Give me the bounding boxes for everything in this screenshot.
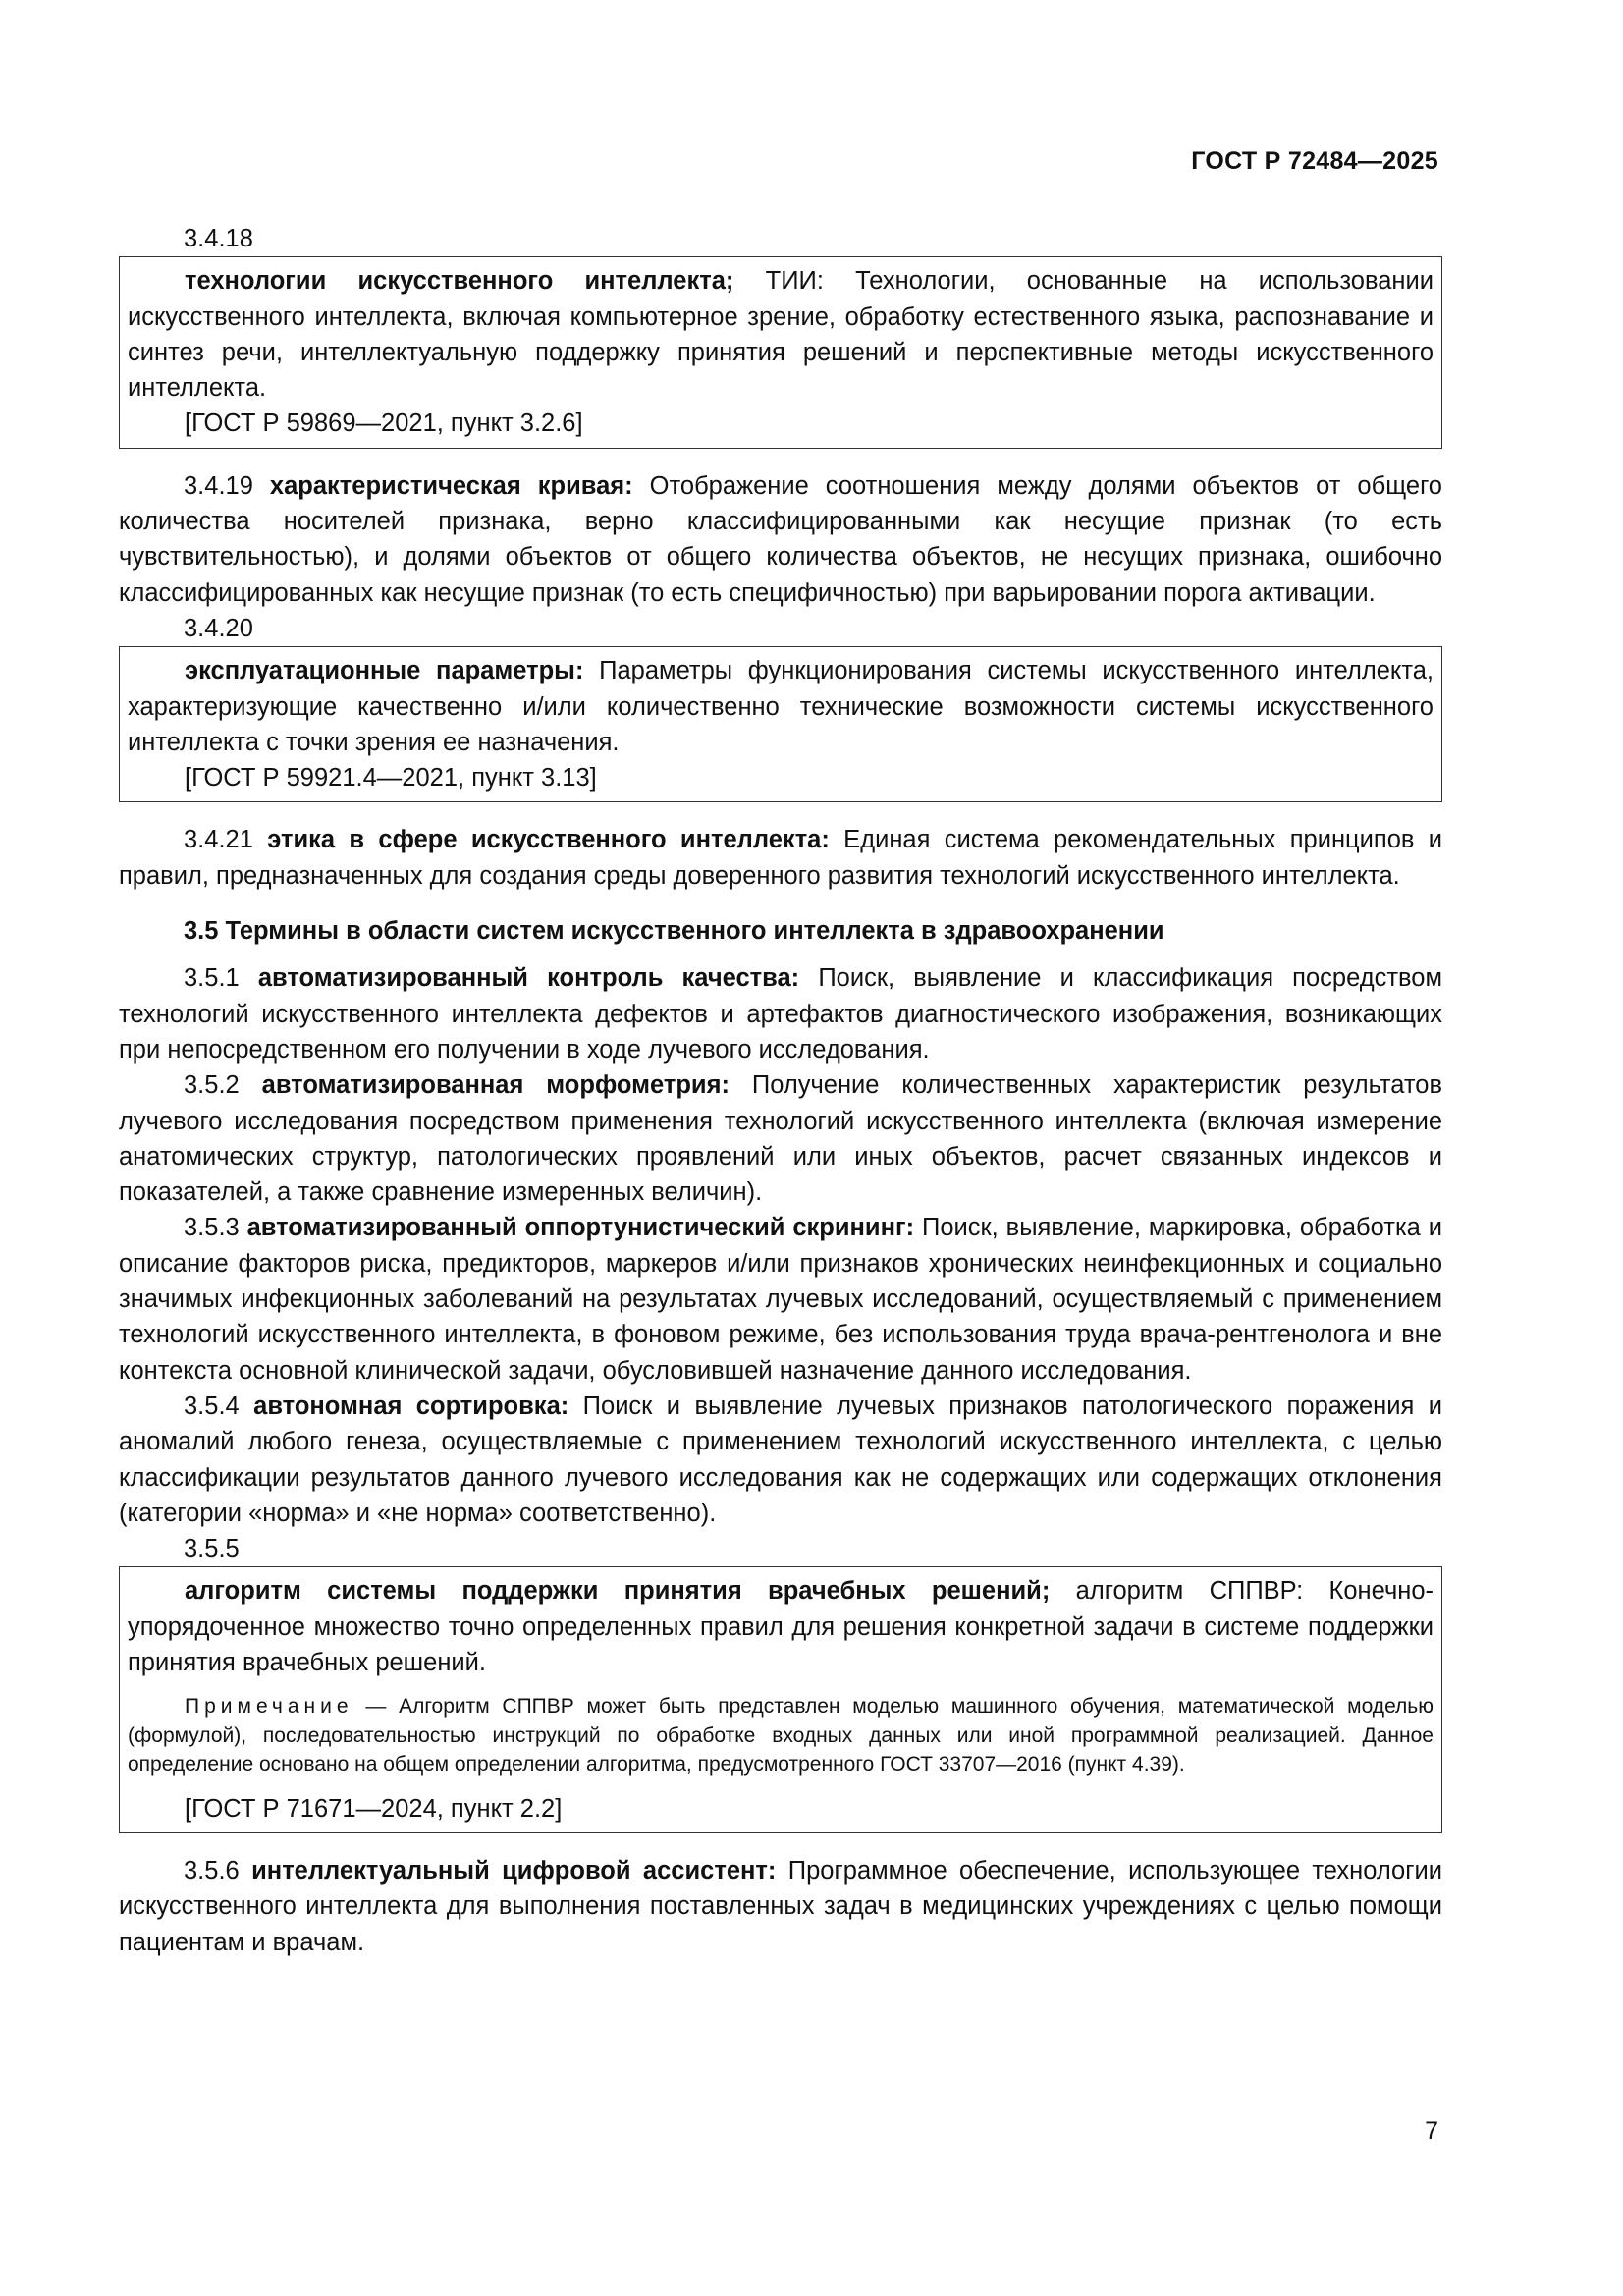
term-title: автоматизированная морфометрия: <box>261 1071 730 1100</box>
note-label: Примечание <box>185 1695 353 1719</box>
entry-3-5-2 <box>119 1067 1442 1210</box>
term-definition: Получение количественных характеристик результатов лучевого исследования посредством применения технологий искусственного интеллекта (включая измерение анатомических структур, патологических проявлений или иных объектов, расчет связанных индексов и показателей, а также сравнение измеренных величин). <box>119 1071 1443 1207</box>
entry-3-5-1 <box>119 960 1442 1067</box>
definition-text <box>128 1573 1434 1680</box>
term-title: автоматизированный оппортунистический скрининг: <box>246 1214 915 1242</box>
entry-number: 3.4.21 <box>184 826 253 854</box>
term-title: автономная сортировка: <box>253 1392 569 1420</box>
term-definition: алгоритм СППВР: Конечно-упорядоченное множество точно определенных правил для решения конкретной задачи в системе поддержки принятия врачебных решений. <box>128 1577 1434 1676</box>
term-title: интеллектуальный цифровой ассистент: <box>251 1857 777 1886</box>
entry-3-4-21 <box>119 822 1442 894</box>
note-text: — Алгоритм СППВР может быть представлен моделью машинного обучения, математической моделью (формулой), последовательностью инструкций по обработке входных данных или иной программной реализацией. Данное определение основано на общем определении алгоритма, предусмотренного ГОСТ 33707—2016 (пункт 4.39). <box>128 1695 1434 1777</box>
entry-3-5-6 <box>119 1853 1442 1960</box>
entry-number: 3.5.4 <box>184 1392 240 1420</box>
definition-box-3-4-18 <box>119 256 1442 448</box>
document-header: ГОСТ Р 72484—2025 <box>1191 147 1438 175</box>
term-title: характеристическая кривая: <box>269 471 633 500</box>
section-title-3-5: 3.5 Термины в области систем искусственного интеллекта в здравоохранении <box>184 917 1164 946</box>
term-title: автоматизированный контроль качества: <box>257 964 800 993</box>
term-definition: Поиск, выявление и классификация посредством технологий искусственного интеллекта дефектов и артефактов диагностического изображения, возникающих при непосредственном его получении в ходе лучевого исследования. <box>119 964 1443 1064</box>
term-definition: Поиск, выявление, маркировка, обработка и описание факторов риска, предикторов, маркеров и/или признаков хронических неинфекционных и социально значимых инфекционных заболеваний на результатах лучевых исследований, осуществляемый с применением технологий искусственного интеллекта, в фоновом режиме, без использования труда врача-рентгенолога и вне контекста основной клинической задачи, обусловившей назначение данного исследования. <box>119 1214 1442 1385</box>
entry-number-3-4-20: 3.4.20 <box>184 614 253 642</box>
term-title: эксплуатационные параметры: <box>185 657 584 685</box>
source-reference: [ГОСТ Р 71671—2024, пункт 2.2] <box>185 1794 563 1823</box>
term-title: алгоритм системы поддержки принятия врачебных решений; <box>185 1577 1051 1606</box>
entry-number: 3.4.19 <box>184 471 253 500</box>
source-reference: [ГОСТ Р 59921.4—2021, пункт 3.13] <box>185 764 597 793</box>
entry-3-5-3 <box>119 1210 1442 1388</box>
definition-text <box>128 263 1434 406</box>
term-definition: Поиск и выявление лучевых признаков патологического поражения и аномалий любого генеза, осуществляемые с применением технологий искусственного интеллекта, с целью классификации результатов данного лучевого исследования как не содержащих или содержащих отклонения (категории «норма» и «не норма» соответственно). <box>119 1392 1442 1527</box>
entry-number: 3.5.3 <box>184 1214 240 1242</box>
term-definition: Единая система рекомендательных принципов и правил, предназначенных для создания среды доверенного развития технологий искусственного интеллекта. <box>119 826 1442 890</box>
term-title: этика в сфере искусственного интеллекта: <box>267 826 830 854</box>
source-reference: [ГОСТ Р 59869—2021, пункт 3.2.6] <box>185 410 583 438</box>
term-definition: Программное обеспечение, использующее технологии искусственного интеллекта для выполнения поставленных задач в медицинских учреждениях с целью помощи пациентам и врачам. <box>119 1857 1443 1956</box>
entry-3-4-19 <box>119 468 1442 611</box>
entry-number: 3.5.6 <box>184 1857 240 1886</box>
definition-box-3-4-20 <box>119 646 1442 802</box>
document-body <box>119 221 1442 1960</box>
term-title: технологии искусственного интеллекта; <box>185 267 734 296</box>
entry-number: 3.5.2 <box>184 1071 240 1100</box>
definition-text <box>128 653 1434 760</box>
page-number: 7 <box>1425 2117 1438 2145</box>
term-definition: ТИИ: Технологии, основанные на использовании искусственного интеллекта, включая компьютерное зрение, обработку естественного языка, распознавание и синтез речи, интеллектуальную поддержку принятия решений и перспективные методы искусственного интеллекта. <box>128 267 1434 403</box>
term-definition: Отображение соотношения между долями объектов от общего количества носителей признака, верно классифицированными как несущие признак (то есть чувствительностью), и долями объектов от общего количества объектов, не несущих признака, ошибочно классифицированных как несущие признак (то есть специфичностью) при варьировании порога активации. <box>119 471 1442 607</box>
entry-3-5-4 <box>119 1389 1442 1531</box>
term-definition: Параметры функционирования системы искусственного интеллекта, характеризующие качественно и/или количественно технические возможности системы искусственного интеллекта с точки зрения ее назначения. <box>128 657 1434 756</box>
entry-number-3-4-18: 3.4.18 <box>184 225 253 252</box>
definition-note <box>128 1692 1434 1779</box>
definition-box-3-5-5 <box>119 1566 1442 1833</box>
entry-number: 3.5.1 <box>184 964 240 993</box>
entry-number-3-5-5: 3.5.5 <box>184 1535 240 1563</box>
